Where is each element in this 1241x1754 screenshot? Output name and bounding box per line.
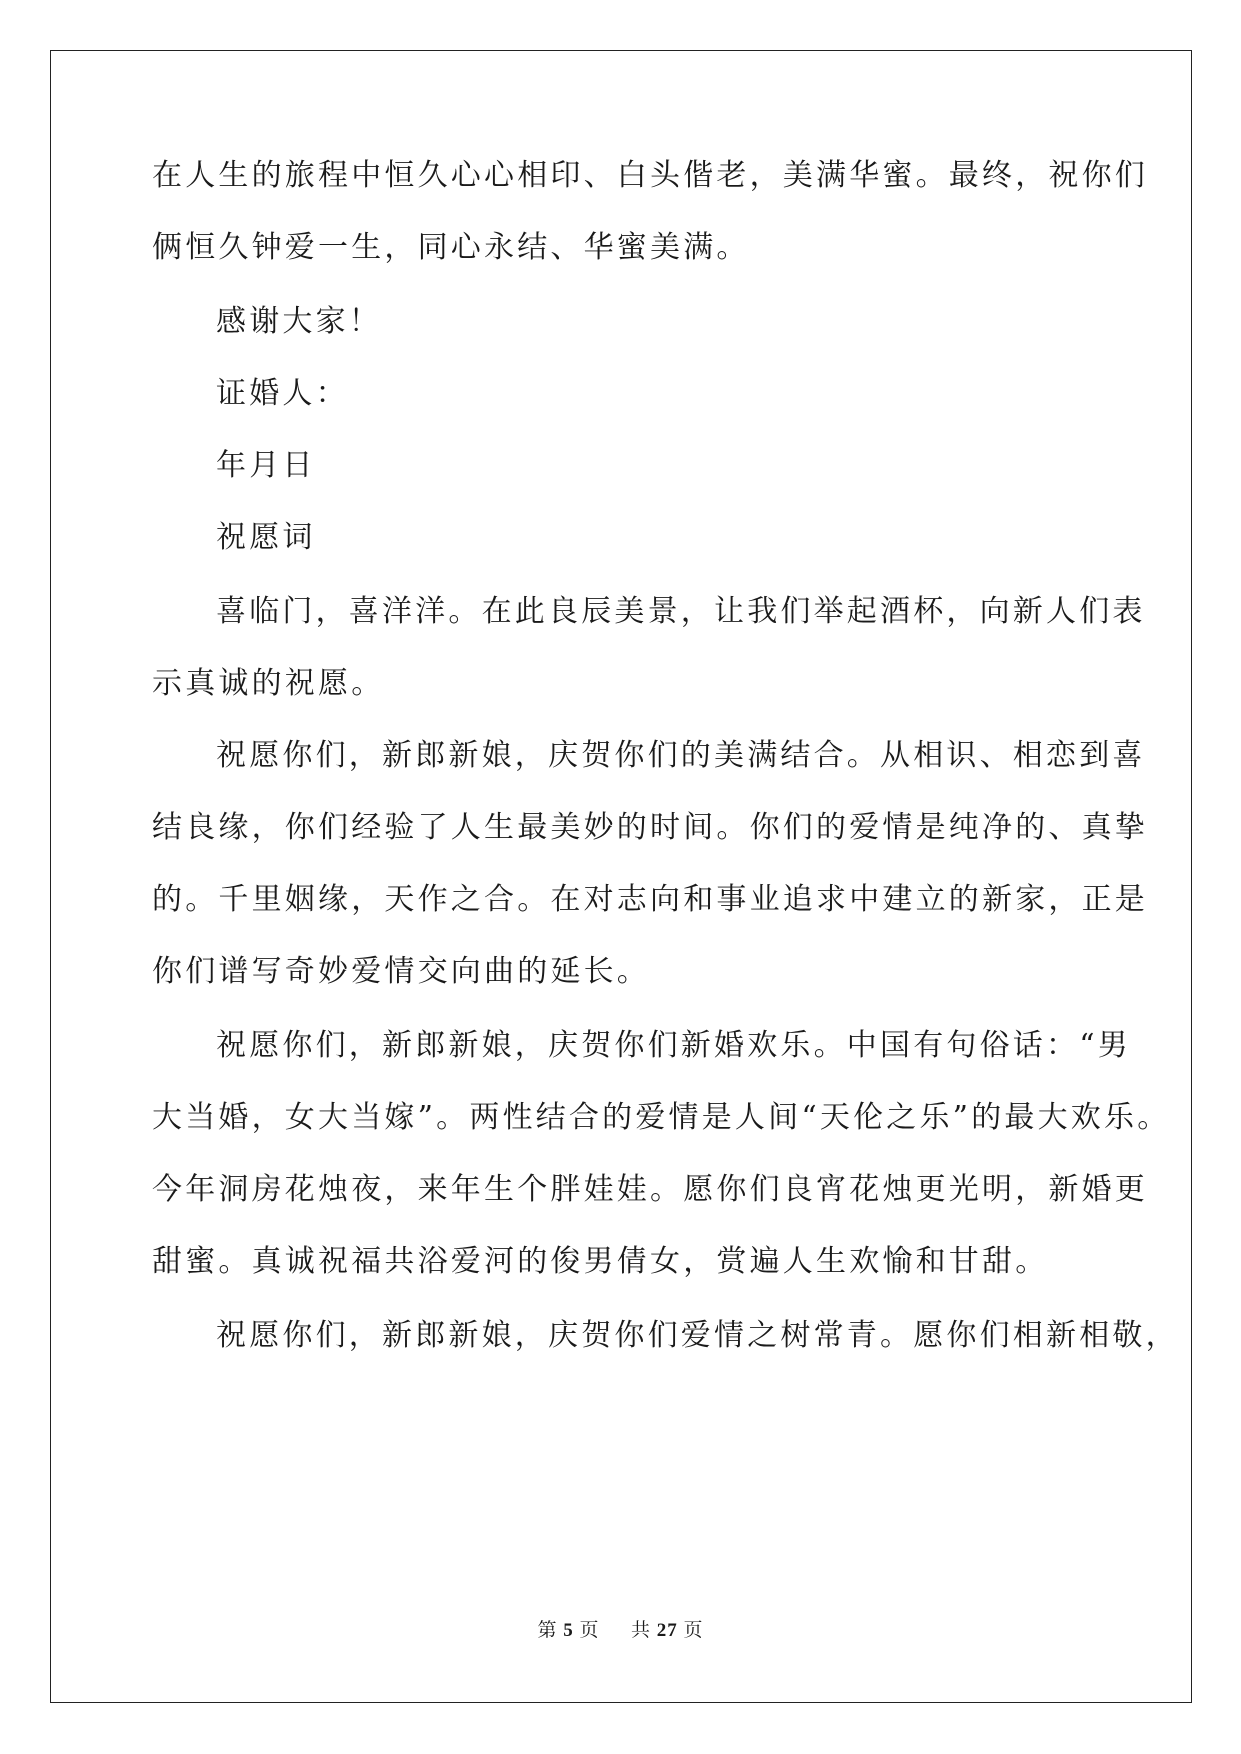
text-line: 大当婚，女大当嫁”。两性结合的爱情是人间“天伦之乐”的最大欢乐。 xyxy=(152,1100,1171,1135)
text-line: 祝愿你们，新郎新娘，庆贺你们的美满结合。从相识、相恋到喜 xyxy=(216,738,1146,773)
text-line: 示真诚的祝愿。 xyxy=(152,666,385,701)
text-line: 在人生的旅程中恒久心心相印、白头偕老，美满华蜜。最终，祝你们 xyxy=(152,158,1148,193)
page-number: 5 xyxy=(563,1620,574,1641)
text-line: 喜临门，喜洋洋。在此良辰美景，让我们举起酒杯，向新人们表 xyxy=(216,594,1146,629)
text-line: 感谢大家！ xyxy=(216,304,382,339)
text-line: 证婚人： xyxy=(216,376,349,411)
page-prefix: 第 xyxy=(537,1620,558,1641)
page-border xyxy=(50,50,1192,1703)
page-footer xyxy=(0,1615,1241,1642)
section-heading: 祝愿词 xyxy=(216,520,316,555)
total-pages: 27 xyxy=(656,1620,678,1641)
text-line: 祝愿你们，新郎新娘，庆贺你们新婚欢乐。中国有句俗话：“男 xyxy=(216,1028,1131,1063)
text-line: 祝愿你们，新郎新娘，庆贺你们爱情之树常青。愿你们相新相敬， xyxy=(216,1318,1179,1353)
total-suffix: 页 xyxy=(683,1620,704,1641)
text-line: 结良缘，你们经验了人生最美妙的时间。你们的爱情是纯净的、真挚 xyxy=(152,810,1148,845)
text-line: 甜蜜。真诚祝福共浴爱河的俊男倩女，赏遍人生欢愉和甘甜。 xyxy=(152,1244,1049,1279)
page-suffix: 页 xyxy=(579,1620,600,1641)
text-line: 的。千里姻缘，天作之合。在对志向和事业追求中建立的新家，正是 xyxy=(152,882,1148,917)
text-line: 你们谱写奇妙爱情交向曲的延长。 xyxy=(152,954,650,989)
total-prefix: 共 xyxy=(631,1620,652,1641)
text-line: 年月日 xyxy=(216,448,316,483)
text-line: 俩恒久钟爱一生，同心永结、华蜜美满。 xyxy=(152,230,750,265)
text-line: 今年洞房花烛夜，来年生个胖娃娃。愿你们良宵花烛更光明，新婚更 xyxy=(152,1172,1148,1207)
